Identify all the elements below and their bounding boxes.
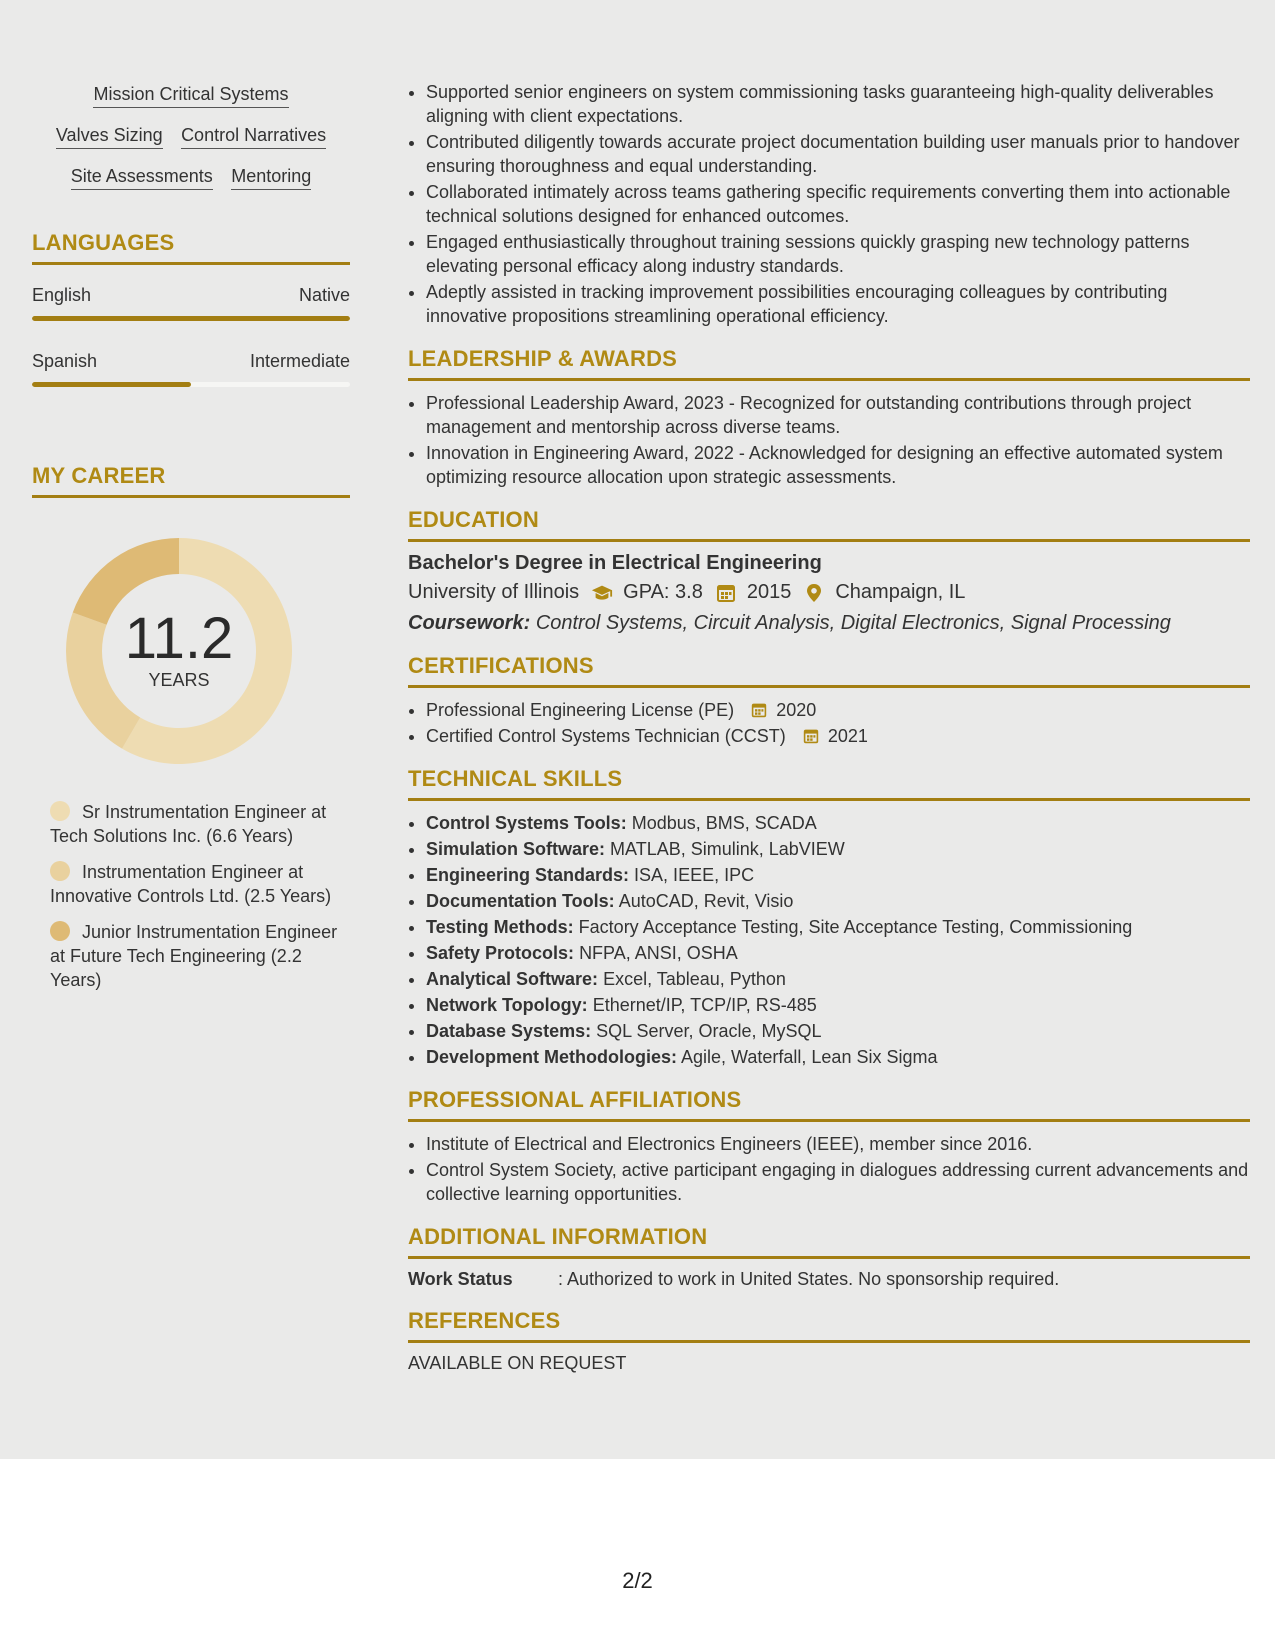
additional-info-section xyxy=(408,1224,1250,1290)
technical-skills-title: TECHNICAL SKILLS xyxy=(408,766,1250,801)
skill-values: Excel, Tableau, Python xyxy=(603,969,786,989)
school-location: Champaign, IL xyxy=(835,581,966,603)
coursework-list: Control Systems, Circuit Analysis, Digital Electronics, Signal Processing xyxy=(535,612,1171,634)
skill-values: Modbus, BMS, SCADA xyxy=(631,813,817,833)
certification-year: 2020 xyxy=(776,700,817,720)
references-text: AVAILABLE ON REQUEST xyxy=(408,1353,627,1373)
gpa: GPA: 3.8 xyxy=(623,581,703,603)
language-level: Native xyxy=(298,285,350,305)
career-legend-label: Instrumentation Engineer at Innovative Controls Ltd. (2.5 Years) xyxy=(50,862,332,906)
skill-tag: Valves Sizing xyxy=(56,125,163,149)
skill-item xyxy=(426,993,1250,1017)
graduation-year: 2015 xyxy=(746,581,792,603)
skill-values: Agile, Waterfall, Lean Six Sigma xyxy=(681,1047,938,1067)
experience-bullet: • Adeptly assisted in tracking improvement possibilities encouraging colleagues by contributing innovative propositions streamlining operational efficiency. xyxy=(426,280,1250,328)
certification-year: 2021 xyxy=(827,726,868,746)
skill-category: Testing Methods: xyxy=(426,917,574,937)
additional-info-title: ADDITIONAL INFORMATION xyxy=(408,1224,1250,1259)
language-bar xyxy=(32,316,350,321)
legend-dot xyxy=(50,921,70,941)
career-legend-label: Sr Instrumentation Engineer at Tech Solutions Inc. (6.6 Years) xyxy=(50,802,327,846)
certification-name: Certified Control Systems Technician (CCST) xyxy=(426,726,786,746)
skill-item xyxy=(426,941,1250,965)
language-bar-fill xyxy=(32,316,350,321)
experience-bullet: • Supported senior engineers on system commissioning tasks guaranteeing high-quality deliverables aligning with client expectations. xyxy=(426,80,1250,128)
references-section xyxy=(408,1308,1250,1374)
language-name: Spanish xyxy=(32,351,98,371)
skill-category: Engineering Standards: xyxy=(426,865,630,885)
career-donut xyxy=(66,538,292,764)
skill-tag: Site Assessments xyxy=(71,166,213,190)
coursework xyxy=(408,612,1250,635)
references-title: REFERENCES xyxy=(408,1308,1250,1343)
experience-bullet: • Collaborated intimately across teams gathering specific requirements converting them into actionable technical solutions designed for enhanced outcomes. xyxy=(426,180,1250,228)
calendar-icon xyxy=(715,583,737,603)
certification-item xyxy=(426,698,1250,722)
skills-cloud xyxy=(32,84,350,190)
certifications-section xyxy=(408,653,1250,748)
work-status-value: : Authorized to work in United States. No sponsorship required. xyxy=(558,1269,1060,1289)
skill-category: Network Topology: xyxy=(426,995,588,1015)
skill-category: Development Methodologies: xyxy=(426,1047,678,1067)
education-title: EDUCATION xyxy=(408,507,1250,542)
languages-title: LANGUAGES xyxy=(32,230,350,265)
certification-name: Professional Engineering License (PE) xyxy=(426,700,735,720)
skill-values: NFPA, ANSI, OSHA xyxy=(579,943,738,963)
career-section xyxy=(32,463,350,992)
career-legend-label: Junior Instrumentation Engineer at Future Tech Engineering (2.2 Years) xyxy=(50,922,338,990)
skill-values: MATLAB, Simulink, LabVIEW xyxy=(610,839,845,859)
skill-values: SQL Server, Oracle, MySQL xyxy=(596,1021,822,1041)
career-total: 11.2 xyxy=(124,606,234,671)
certification-item xyxy=(426,724,1250,748)
affiliations-section xyxy=(408,1087,1250,1206)
language-name: English xyxy=(32,285,92,305)
language-level: Intermediate xyxy=(249,351,350,371)
skill-item xyxy=(426,1019,1250,1043)
location-pin-icon xyxy=(803,583,825,603)
school-name: University of Illinois xyxy=(408,581,580,603)
work-status-label: Work Status xyxy=(408,1269,513,1289)
skill-values: AutoCAD, Revit, Visio xyxy=(618,891,794,911)
affiliation-item: • Control System Society, active participant engaging in dialogues addressing current advancements and collective learning opportunities. xyxy=(426,1158,1250,1206)
career-unit: YEARS xyxy=(148,670,210,690)
skill-category: Database Systems: xyxy=(426,1021,592,1041)
left-column xyxy=(32,84,350,1004)
calendar-icon xyxy=(803,728,819,744)
skill-values: Factory Acceptance Testing, Site Acceptance Testing, Commissioning xyxy=(578,917,1133,937)
calendar-icon xyxy=(751,702,767,718)
skill-item xyxy=(426,967,1250,991)
experience-bullets xyxy=(408,80,1250,328)
leadership-title: LEADERSHIP & AWARDS xyxy=(408,346,1250,381)
skill-category: Simulation Software: xyxy=(426,839,606,859)
language-item xyxy=(32,351,350,387)
language-item xyxy=(32,285,350,321)
graduation-cap-icon xyxy=(591,583,613,603)
page-number: 2/2 xyxy=(622,1568,653,1593)
career-legend-item xyxy=(50,920,340,992)
skill-tag: Control Narratives xyxy=(181,125,326,149)
award-item: • Innovation in Engineering Award, 2022 - Acknowledged for designing an effective automated system optimizing resource allocation upon strategic assessments. xyxy=(426,441,1250,489)
career-legend-item xyxy=(50,860,340,908)
legend-dot xyxy=(50,861,70,881)
skill-item xyxy=(426,811,1250,835)
award-item: • Professional Leadership Award, 2023 - Recognized for outstanding contributions through project management and mentorship across diverse teams. xyxy=(426,391,1250,439)
skill-tag: Mission Critical Systems xyxy=(93,84,288,108)
skill-item xyxy=(426,1045,1250,1069)
skill-values: Ethernet/IP, TCP/IP, RS-485 xyxy=(592,995,817,1015)
languages-section xyxy=(32,230,350,387)
affiliation-item: • Institute of Electrical and Electronics Engineers (IEEE), member since 2016. xyxy=(426,1132,1250,1156)
degree-title: Bachelor's Degree in Electrical Engineering xyxy=(408,552,822,574)
education-section xyxy=(408,507,1250,635)
skill-category: Documentation Tools: xyxy=(426,891,615,911)
legend-dot xyxy=(50,801,70,821)
right-column xyxy=(408,80,1250,1392)
experience-bullet: • Engaged enthusiastically throughout training sessions quickly grasping new technology patterns elevating personal efficacy along industry standards. xyxy=(426,230,1250,278)
leadership-section xyxy=(408,346,1250,489)
coursework-label: Coursework: xyxy=(408,612,531,634)
skill-item xyxy=(426,889,1250,913)
skill-item xyxy=(426,863,1250,887)
language-bar-fill xyxy=(32,382,191,387)
affiliations-title: PROFESSIONAL AFFILIATIONS xyxy=(408,1087,1250,1122)
career-legend-item xyxy=(50,800,340,848)
skill-category: Analytical Software: xyxy=(426,969,599,989)
career-title: MY CAREER xyxy=(32,463,350,498)
technical-skills-section xyxy=(408,766,1250,1069)
skill-category: Safety Protocols: xyxy=(426,943,575,963)
skill-tag: Mentoring xyxy=(231,166,311,190)
experience-bullet: • Contributed diligently towards accurate project documentation building user manuals prior to handover ensuring thoroughness and equal understanding. xyxy=(426,130,1250,178)
career-legend xyxy=(32,800,350,992)
skill-values: ISA, IEEE, IPC xyxy=(634,865,755,885)
skill-item xyxy=(426,837,1250,861)
certifications-title: CERTIFICATIONS xyxy=(408,653,1250,688)
skill-item xyxy=(426,915,1250,939)
language-bar xyxy=(32,382,350,387)
skill-category: Control Systems Tools: xyxy=(426,813,627,833)
